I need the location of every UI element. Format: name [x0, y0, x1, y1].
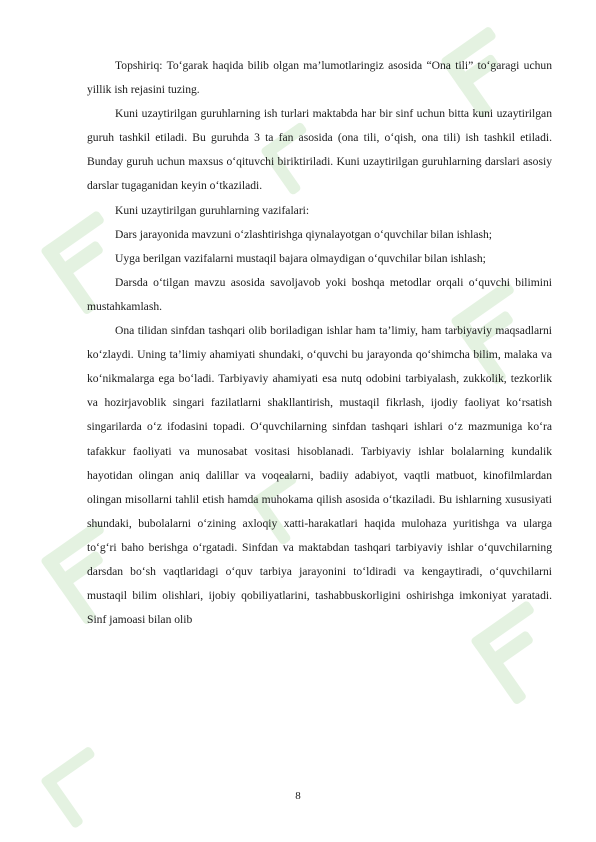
- page-number: 8: [295, 790, 301, 802]
- paragraph-task-item-1: Dars jarayonida mavzuni o‘zlashtirishga qiynalayotgan o‘quvchilar bilan ishlash;: [115, 227, 493, 241]
- paragraph-task-item-3: Darsda o‘tilgan mavzu asosida savoljavob yoki boshqa metodlar orqali o‘quvchi bilimini mustahkamlash.: [87, 275, 552, 313]
- page-body: [87, 54, 552, 632]
- paragraph-task: Topshiriq: To‘garak haqida bilib olgan ma’lumotlaringiz asosida “Ona tili” to‘garagi uchun yillik ish rejasini tuzing.: [87, 59, 552, 97]
- paragraph-extracurricular: Ona tilidan sinfdan tashqari olib boriladigan ishlar ham ta’limiy, ham tarbiyaviy maqsadlarni ko‘zlaydi. Uning ta’limiy ahamiyati shundaki, o‘quvchi bu jarayonda qo‘shimcha bilim, malaka va ko‘nikmalarga ega bo‘ladi. Tarbiyaviy ahamiyati esa nutq odobini tarbiyalash, zukkolik, tezkorlik va hozirjavoblik singari fazilatlarni shakllantirish, mustaqil fikrlash, ijodiy faoliyat ko‘rsatish singarilarda o‘z ifodasini topadi. O‘quvchilarning sinfdan tashqari ishlari o‘z mazmuniga ko‘ra tafakkur faoliyati va munosabat vositasi hisoblanadi. Tarbiyaviy ishlar bolalarning kundalik hayotidan olingan aniq dalillar va voqealarni, badiiy adabiyot, vaqtli matbuot, kinofilmlardan olingan misollarni tahlil etish hamda muhokama qilish asosida o‘tkaziladi. Bu ishlarning xususiyati shundaki, bubolalarni o‘zining axloqiy xatti-harakatlari haqida mulohaza yuritishga va ularga to‘g‘ri baho berishga o‘rgatadi. Sinfdan va maktabdan tashqari tarbiyaviy ishlar o‘quvchilarning darsdan bo‘sh vaqtlaridagi o‘quv tarbiya jarayonini to‘ldiradi va kengaytiradi, o‘quvchilarni mustaqil bilim olishlari, ijobiy qobiliyatlarini, tashabbuskorligini oshirishga imkoniyat yaratadi. Sinf jamoasi bilan olib: [87, 324, 552, 627]
- paragraph-extended-day-groups: Kuni uzaytirilgan guruhlarning ish turlari maktabda har bir sinf uchun bitta kuni uzaytirilgan guruh tashkil etiladi. Bu guruhda 3 ta fan asosida (ona tili, o‘qish, ona tili) ish tashkil etiladi. Bunday guruh uchun maxsus o‘qituvchi biriktiriladi. Kuni uzaytirilgan guruhlarning darslari asosiy darslar tugaganidan keyin o‘tkaziladi.: [87, 107, 552, 193]
- paragraph-tasks-heading: Kuni uzaytirilgan guruhlarning vazifalari:: [115, 203, 310, 217]
- paragraph-task-item-2: Uyga berilgan vazifalarni mustaqil bajara olmaydigan o‘quvchilar bilan ishlash;: [115, 251, 486, 265]
